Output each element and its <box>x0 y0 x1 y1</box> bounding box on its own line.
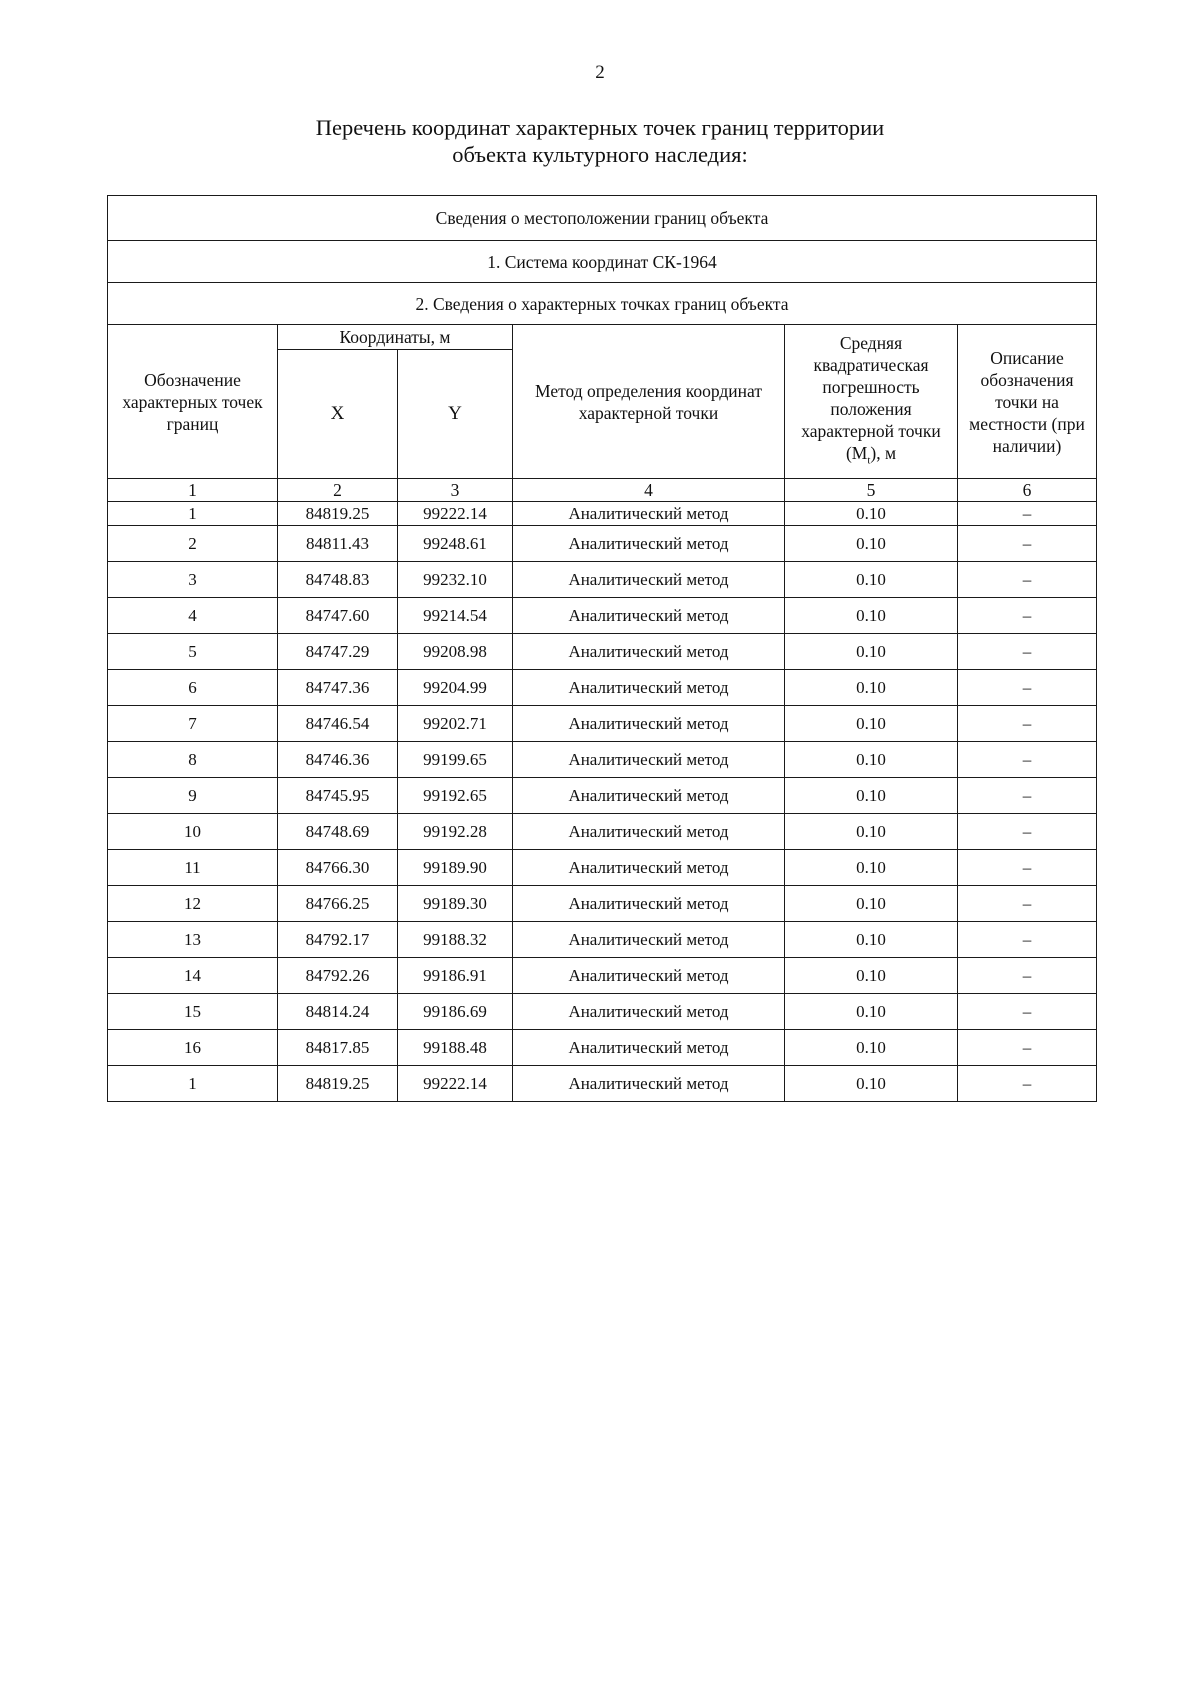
description-cell: – <box>958 562 1097 598</box>
x-coordinate-cell: 84748.83 <box>278 562 398 598</box>
x-coordinate-cell: 84746.36 <box>278 742 398 778</box>
point-cell: 9 <box>108 778 278 814</box>
error-cell: 0.10 <box>785 850 958 886</box>
y-coordinate-cell: 99248.61 <box>398 526 513 562</box>
column-number: 1 <box>108 479 278 502</box>
table-row <box>108 502 1097 526</box>
header-coordinates: Координаты, м <box>278 325 513 350</box>
method-cell: Аналитический метод <box>513 742 785 778</box>
x-coordinate-cell: 84792.26 <box>278 958 398 994</box>
x-coordinate-cell: 84817.85 <box>278 1030 398 1066</box>
table-row <box>108 850 1097 886</box>
description-cell: – <box>958 850 1097 886</box>
error-cell: 0.10 <box>785 814 958 850</box>
point-cell: 13 <box>108 922 278 958</box>
description-cell: – <box>958 778 1097 814</box>
table-row <box>108 1066 1097 1102</box>
error-cell: 0.10 <box>785 1030 958 1066</box>
column-number: 2 <box>278 479 398 502</box>
point-cell: 1 <box>108 502 278 526</box>
header-error-prefix: Средняя квадратическая погрешность положения характерной точки (M <box>801 332 941 463</box>
coordinates-table <box>107 195 1097 1102</box>
table-row <box>108 1030 1097 1066</box>
header-description: Описание обозначения точки на местности (при наличии) <box>958 325 1097 479</box>
point-cell: 3 <box>108 562 278 598</box>
table-row <box>108 670 1097 706</box>
description-cell: – <box>958 742 1097 778</box>
column-number: 4 <box>513 479 785 502</box>
point-cell: 2 <box>108 526 278 562</box>
error-cell: 0.10 <box>785 886 958 922</box>
description-cell: – <box>958 1030 1097 1066</box>
y-coordinate-cell: 99192.65 <box>398 778 513 814</box>
description-cell: – <box>958 706 1097 742</box>
point-cell: 7 <box>108 706 278 742</box>
table-row <box>108 814 1097 850</box>
header-error-sub: t <box>867 454 871 467</box>
table-row <box>108 634 1097 670</box>
document-heading <box>0 114 1200 168</box>
method-cell: Аналитический метод <box>513 670 785 706</box>
x-coordinate-cell: 84747.29 <box>278 634 398 670</box>
method-cell: Аналитический метод <box>513 502 785 526</box>
y-coordinate-cell: 99186.91 <box>398 958 513 994</box>
x-coordinate-cell: 84811.43 <box>278 526 398 562</box>
point-cell: 12 <box>108 886 278 922</box>
column-number: 3 <box>398 479 513 502</box>
method-cell: Аналитический метод <box>513 1030 785 1066</box>
y-coordinate-cell: 99232.10 <box>398 562 513 598</box>
column-number-row <box>108 479 1097 502</box>
method-cell: Аналитический метод <box>513 706 785 742</box>
y-coordinate-cell: 99188.32 <box>398 922 513 958</box>
header-x: X <box>278 350 398 479</box>
heading-line-2: объекта культурного наследия: <box>452 142 748 167</box>
method-cell: Аналитический метод <box>513 778 785 814</box>
y-coordinate-cell: 99222.14 <box>398 502 513 526</box>
table-row <box>108 994 1097 1030</box>
table-row <box>108 958 1097 994</box>
y-coordinate-cell: 99208.98 <box>398 634 513 670</box>
table-row <box>108 598 1097 634</box>
error-cell: 0.10 <box>785 706 958 742</box>
error-cell: 0.10 <box>785 994 958 1030</box>
y-coordinate-cell: 99202.71 <box>398 706 513 742</box>
table-title-row <box>108 196 1097 241</box>
x-coordinate-cell: 84819.25 <box>278 1066 398 1102</box>
description-cell: – <box>958 526 1097 562</box>
x-coordinate-cell: 84766.30 <box>278 850 398 886</box>
table-row <box>108 778 1097 814</box>
y-coordinate-cell: 99186.69 <box>398 994 513 1030</box>
point-cell: 8 <box>108 742 278 778</box>
header-y: Y <box>398 350 513 479</box>
point-cell: 6 <box>108 670 278 706</box>
y-coordinate-cell: 99222.14 <box>398 1066 513 1102</box>
coordinate-system: 1. Система координат СК-1964 <box>108 241 1097 283</box>
column-number: 5 <box>785 479 958 502</box>
method-cell: Аналитический метод <box>513 886 785 922</box>
description-cell: – <box>958 958 1097 994</box>
description-cell: – <box>958 886 1097 922</box>
point-cell: 5 <box>108 634 278 670</box>
point-cell: 4 <box>108 598 278 634</box>
error-cell: 0.10 <box>785 670 958 706</box>
table-row <box>108 526 1097 562</box>
method-cell: Аналитический метод <box>513 562 785 598</box>
points-section-title: 2. Сведения о характерных точках границ объекта <box>108 283 1097 325</box>
description-cell: – <box>958 670 1097 706</box>
method-cell: Аналитический метод <box>513 850 785 886</box>
y-coordinate-cell: 99199.65 <box>398 742 513 778</box>
error-cell: 0.10 <box>785 958 958 994</box>
x-coordinate-cell: 84814.24 <box>278 994 398 1030</box>
method-cell: Аналитический метод <box>513 526 785 562</box>
error-cell: 0.10 <box>785 526 958 562</box>
coordinate-system-row <box>108 241 1097 283</box>
y-coordinate-cell: 99189.90 <box>398 850 513 886</box>
column-number: 6 <box>958 479 1097 502</box>
description-cell: – <box>958 634 1097 670</box>
x-coordinate-cell: 84748.69 <box>278 814 398 850</box>
method-cell: Аналитический метод <box>513 994 785 1030</box>
point-cell: 16 <box>108 1030 278 1066</box>
point-cell: 1 <box>108 1066 278 1102</box>
method-cell: Аналитический метод <box>513 634 785 670</box>
y-coordinate-cell: 99189.30 <box>398 886 513 922</box>
x-coordinate-cell: 84747.60 <box>278 598 398 634</box>
x-coordinate-cell: 84819.25 <box>278 502 398 526</box>
error-cell: 0.10 <box>785 634 958 670</box>
description-cell: – <box>958 598 1097 634</box>
y-coordinate-cell: 99214.54 <box>398 598 513 634</box>
description-cell: – <box>958 922 1097 958</box>
error-cell: 0.10 <box>785 742 958 778</box>
error-cell: 0.10 <box>785 922 958 958</box>
error-cell: 0.10 <box>785 562 958 598</box>
x-coordinate-cell: 84746.54 <box>278 706 398 742</box>
header-designation: Обозначение характерных точек границ <box>108 325 278 479</box>
description-cell: – <box>958 502 1097 526</box>
error-cell: 0.10 <box>785 778 958 814</box>
error-cell: 0.10 <box>785 598 958 634</box>
description-cell: – <box>958 814 1097 850</box>
method-cell: Аналитический метод <box>513 922 785 958</box>
header-error-suffix: ), м <box>870 442 897 463</box>
y-coordinate-cell: 99188.48 <box>398 1030 513 1066</box>
page-number: 2 <box>595 62 605 83</box>
point-cell: 11 <box>108 850 278 886</box>
description-cell: – <box>958 1066 1097 1102</box>
point-cell: 14 <box>108 958 278 994</box>
description-cell: – <box>958 994 1097 1030</box>
table-row <box>108 742 1097 778</box>
x-coordinate-cell: 84747.36 <box>278 670 398 706</box>
y-coordinate-cell: 99204.99 <box>398 670 513 706</box>
table-row <box>108 706 1097 742</box>
x-coordinate-cell: 84745.95 <box>278 778 398 814</box>
header-error <box>785 325 958 479</box>
x-coordinate-cell: 84792.17 <box>278 922 398 958</box>
header-row-1 <box>108 325 1097 350</box>
points-section-row <box>108 283 1097 325</box>
table-title: Сведения о местоположении границ объекта <box>108 196 1097 241</box>
method-cell: Аналитический метод <box>513 598 785 634</box>
header-method: Метод определения координат характерной точки <box>513 325 785 479</box>
method-cell: Аналитический метод <box>513 814 785 850</box>
heading-line-1: Перечень координат характерных точек границ территории <box>315 115 885 140</box>
table-row <box>108 886 1097 922</box>
method-cell: Аналитический метод <box>513 1066 785 1102</box>
table-row <box>108 562 1097 598</box>
method-cell: Аналитический метод <box>513 958 785 994</box>
y-coordinate-cell: 99192.28 <box>398 814 513 850</box>
error-cell: 0.10 <box>785 502 958 526</box>
x-coordinate-cell: 84766.25 <box>278 886 398 922</box>
table-row <box>108 922 1097 958</box>
error-cell: 0.10 <box>785 1066 958 1102</box>
point-cell: 10 <box>108 814 278 850</box>
point-cell: 15 <box>108 994 278 1030</box>
